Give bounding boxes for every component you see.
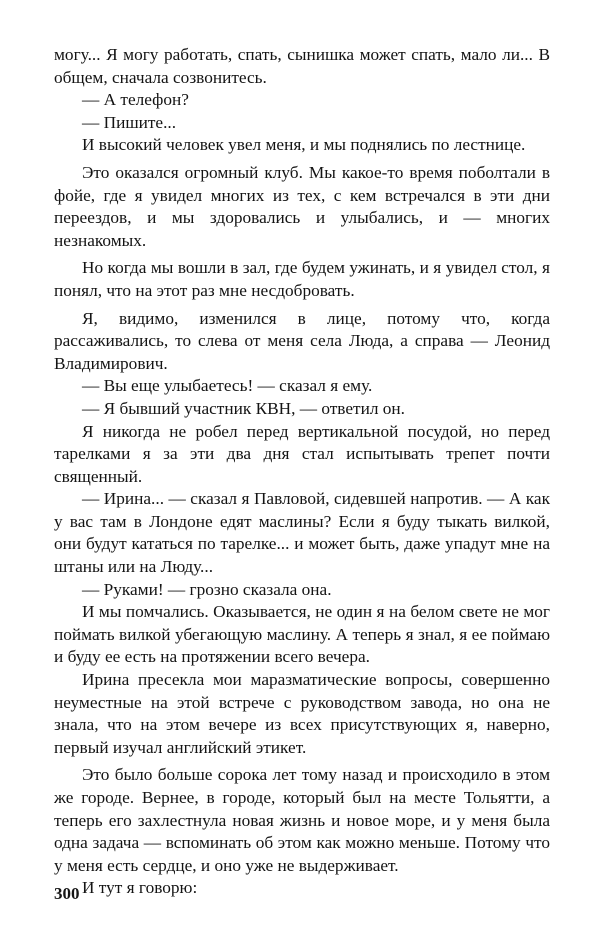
paragraph: Ирина пресекла мои маразматические вопросы, совершенно неуместные на этой встрече с руководством завода, но она не знала, что на этом вечере из всех присутствующих я, наверно, первый изучал английский этикет. bbox=[54, 670, 550, 757]
paragraph: Это было больше сорока лет тому назад и происходило в этом же городе. Вернее, в городе, который был на месте Тольятти, а теперь его захлестнула новая жизнь и новое море, и у меня была одна задача — вспоминать об этом как можно меньше. Потому что у меня есть сердце, и оно уже не выдерживает. bbox=[54, 765, 550, 875]
paragraph: Я никогда не робел перед вертикальной посудой, но перед тарелками я за эти два дня стал испытывать трепет почти священный. bbox=[54, 421, 550, 486]
page-text bbox=[54, 44, 550, 900]
page-number: 300 bbox=[54, 884, 80, 903]
paragraph: — Ирина... — сказал я Павловой, сидевшей напротив. — А как у вас там в Лондоне едят маслины? Если я буду тыкать вилкой, они будут кататься по тарелке... и может быть, даже упадут мне на штаны или на Люду... bbox=[54, 489, 550, 577]
paragraph: Но когда мы вошли в зал, где будем ужинать, и я увидел стол, я понял, что на этот раз мне несдобровать. bbox=[54, 258, 550, 300]
paragraph: — А телефон? bbox=[82, 90, 189, 110]
paragraph: — Пишите... bbox=[82, 112, 177, 132]
paragraph: — Я бывший участник КВН, — ответил он. bbox=[82, 398, 405, 418]
paragraph: И мы помчались. Оказывается, не один я на белом свете не мог поймать вилкой убегающую маслину. А теперь я знал, я ее поймаю и буду ее есть на протяжении всего вечера. bbox=[54, 602, 550, 667]
paragraph: — Руками! — грозно сказала она. bbox=[82, 579, 332, 599]
paragraph: — Вы еще улыбаетесь! — сказал я ему. bbox=[82, 376, 373, 396]
paragraph: И высокий человек увел меня, и мы поднялись по лестнице. bbox=[82, 135, 526, 155]
paragraph: Я, видимо, изменился в лице, потому что, когда рассаживались, то слева от меня села Люда, а справа — Леонид Владимирович. bbox=[54, 308, 550, 373]
paragraph: Это оказался огромный клуб. Мы какое-то время поболтали в фойе, где я увидел многих из тех, с кем встречался в эти дни переездов, и мы здоровались и улыбались, и — многих незнакомых. bbox=[54, 162, 550, 250]
paragraph: И тут я говорю: bbox=[82, 878, 198, 898]
paragraph: могу... Я могу работать, спать, сынишка может спать, мало ли... В общем, сначала созвонитесь. bbox=[54, 45, 550, 87]
